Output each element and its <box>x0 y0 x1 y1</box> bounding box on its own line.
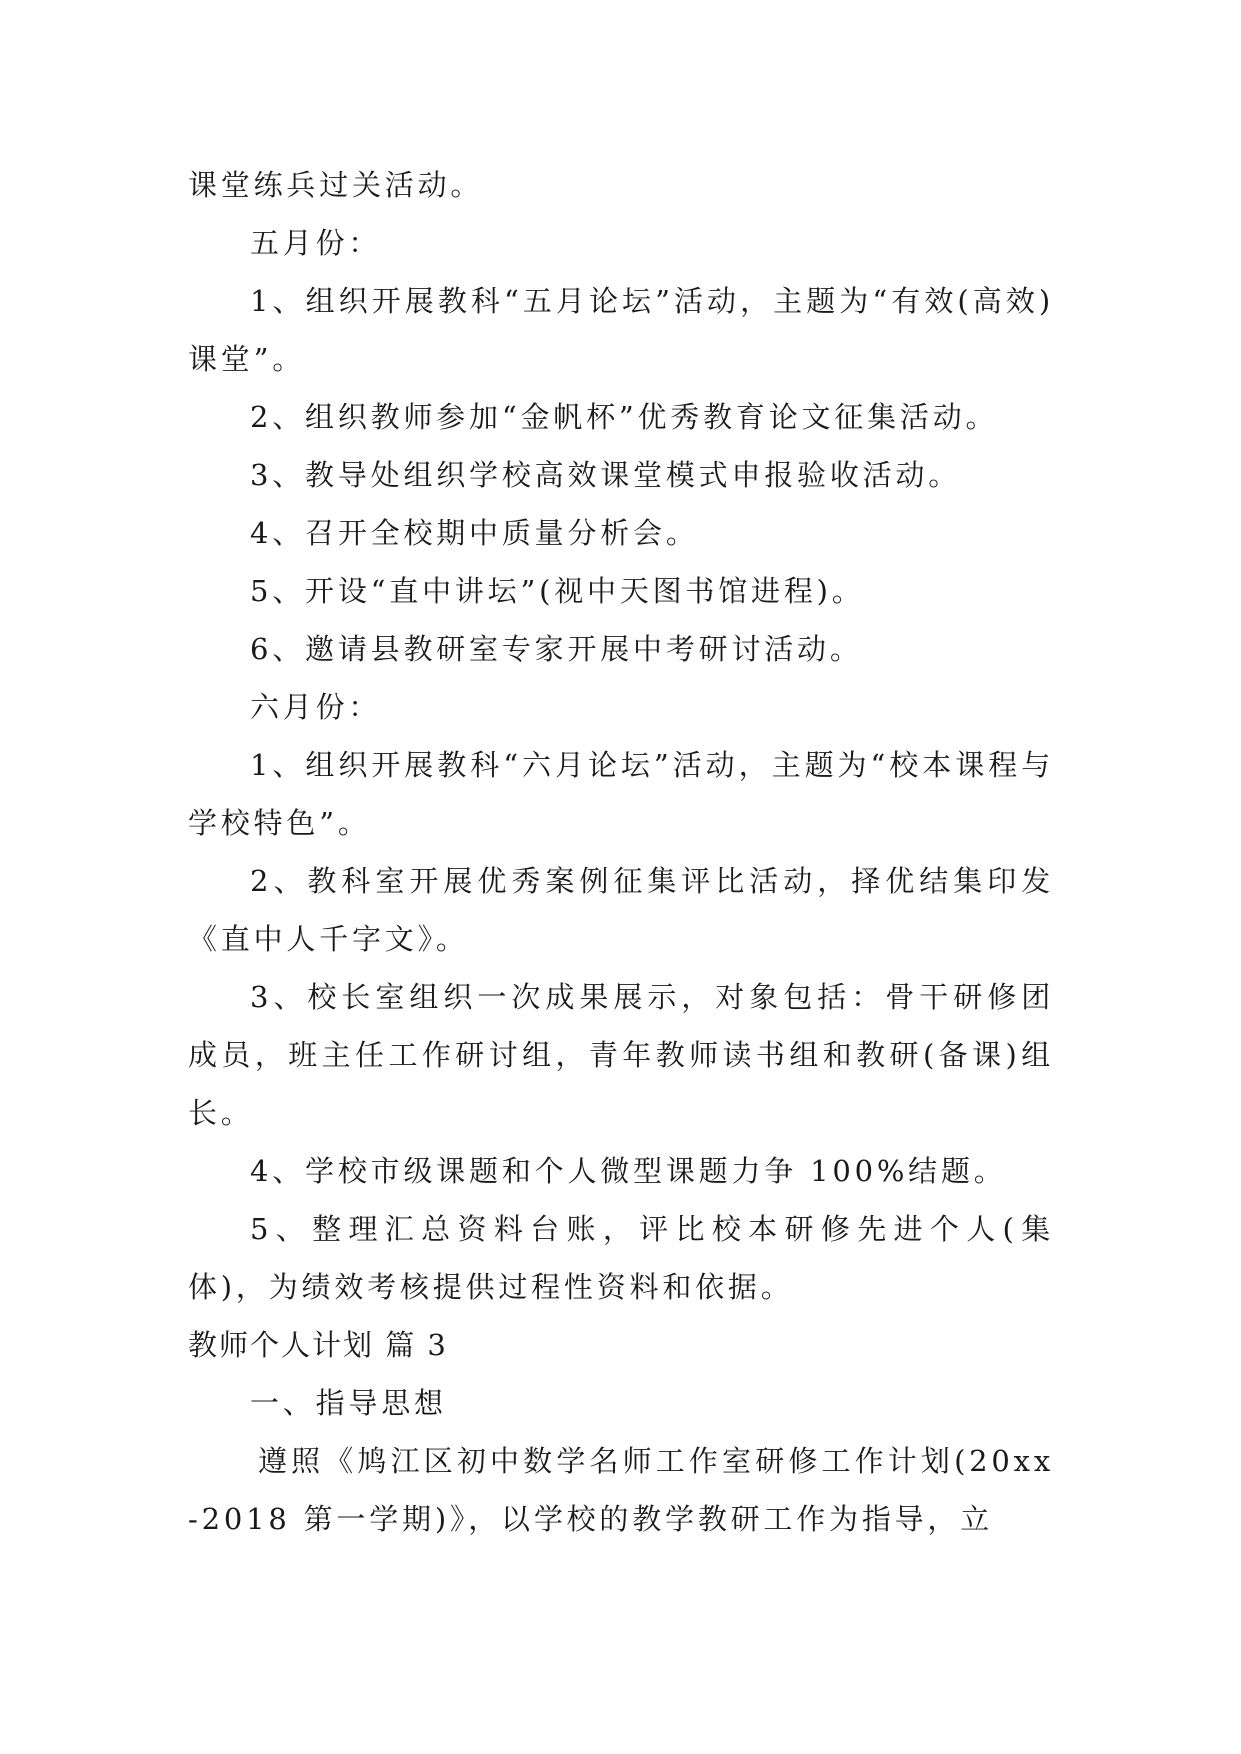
may-item-3: 3、教导处组织学校高效课堂模式申报验收活动。 <box>250 458 962 492</box>
plan-title: 教师个人计划 篇 3 <box>188 1328 448 1362</box>
may-item-5: 5、开设“直中讲坛”(视中天图书馆进程)。 <box>250 574 865 608</box>
may-item-4: 4、召开全校期中质量分析会。 <box>250 516 699 550</box>
guiding-ideology-body: 遵照《鸠江区初中数学名师工作室研修工作计划(20xx-2018 第一学期)》，以学校的教学教研工作为指导，立 <box>188 1444 1054 1536</box>
june-item-1: 1、组织开展教科“六月论坛”活动，主题为“校本课程与学校特色”。 <box>188 748 1054 840</box>
june-item-2: 2、教科室开展优秀案例征集评比活动，择优结集印发《直中人千字文》。 <box>188 864 1054 956</box>
section-guiding-ideology: 一、指导思想 <box>250 1386 447 1420</box>
june-item-4: 4、学校市级课题和个人微型课题力争 100%结题。 <box>250 1154 1007 1188</box>
june-item-5: 5、整理汇总资料台账，评比校本研修先进个人(集体)，为绩效考核提供过程性资料和依据。 <box>188 1212 1054 1304</box>
may-item-6: 6、邀请县教研室专家开展中考研讨活动。 <box>250 632 863 666</box>
section-may-heading: 五月份： <box>250 226 382 260</box>
may-item-1: 1、组织开展教科“五月论坛”活动，主题为“有效(高效)课堂”。 <box>188 284 1054 376</box>
section-june-heading: 六月份： <box>250 690 382 724</box>
june-item-3: 3、校长室组织一次成果展示，对象包括：骨干研修团成员，班主任工作研讨组，青年教师读书组和教研(备课)组长。 <box>188 980 1054 1130</box>
document-page <box>188 156 1054 1548</box>
paragraph-1: 课堂练兵过关活动。 <box>188 168 484 202</box>
may-item-2: 2、组织教师参加“金帆杯”优秀教育论文征集活动。 <box>250 400 999 434</box>
